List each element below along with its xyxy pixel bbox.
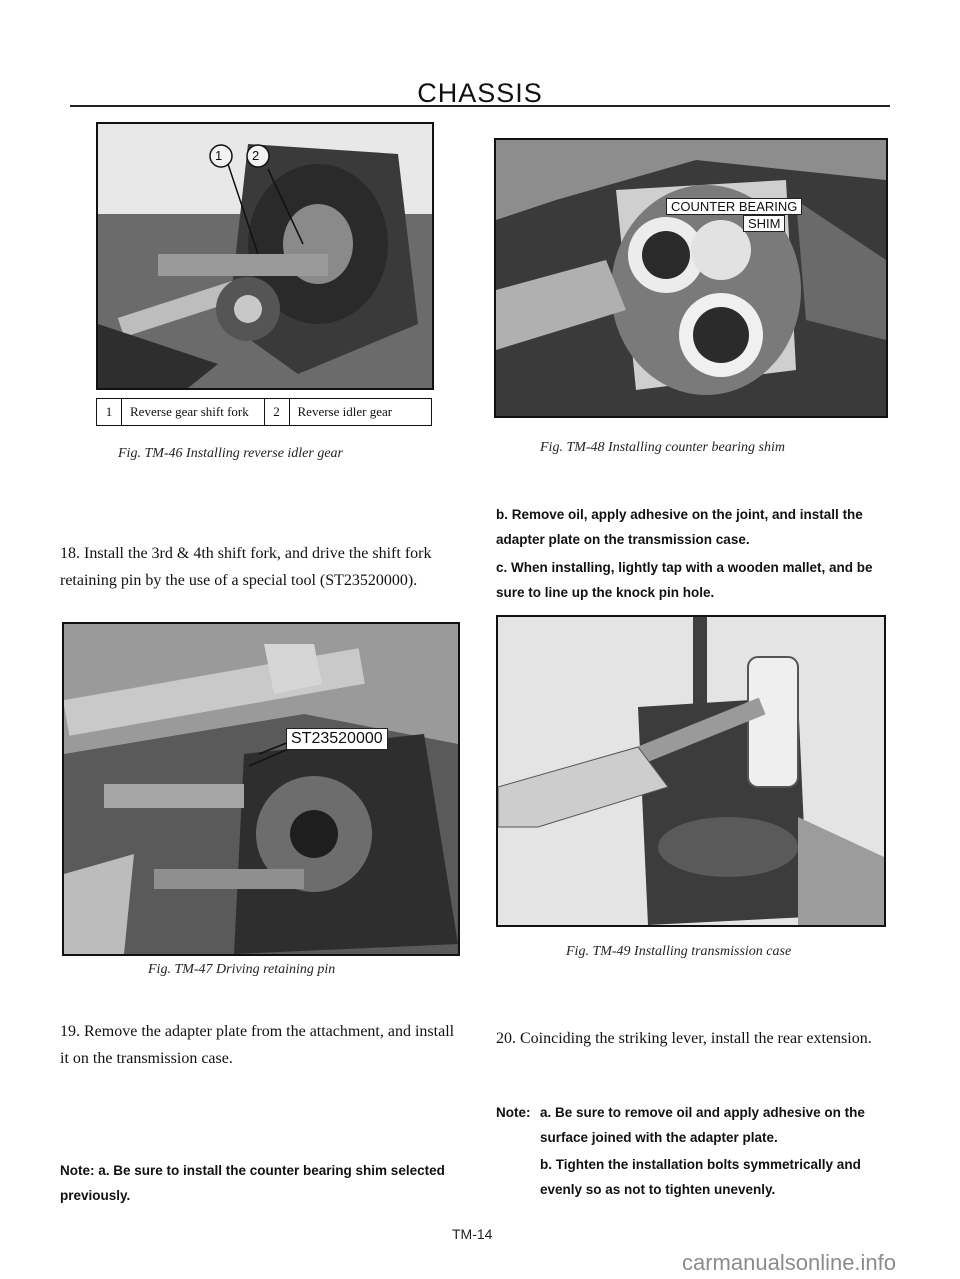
figure-tm46-illustration xyxy=(98,124,432,388)
figure-tm46-caption: Fig. TM-46 Installing reverse idler gear xyxy=(118,446,344,461)
step-c-text: c. When installing, lightly tap with a wooden mallet, and be sure to line up the knock pin hole. xyxy=(496,560,873,600)
legend-number: 1 xyxy=(97,399,122,425)
page-title: CHASSIS xyxy=(417,78,543,108)
note-b-text: b. Tighten the installation bolts symmetrically and evenly so as not to tighten unevenly. xyxy=(540,1157,861,1197)
legend-number: 2 xyxy=(265,399,290,425)
figure-tm47-caption: Fig. TM-47 Driving retaining pin xyxy=(148,962,336,977)
figure-tm48-photo xyxy=(494,138,888,418)
step-18-text: 18. Install the 3rd & 4th shift fork, and drive the shift fork retaining pin by the use of a special tool (ST23520000). xyxy=(60,545,432,589)
figure-tm48-caption: Fig. TM-48 Installing counter bearing shim xyxy=(540,440,785,455)
legend-label: Reverse gear shift fork xyxy=(122,399,265,425)
left-note-text: Note: a. Be sure to install the counter bearing shim selected previously. xyxy=(60,1163,445,1203)
figure-tm49-caption: Fig. TM-49 Installing transmission case xyxy=(566,944,792,959)
figure-tm48-label xyxy=(666,198,802,233)
page-number: TM-14 xyxy=(452,1226,493,1242)
figure-tm48-illustration xyxy=(496,140,886,416)
figure-tm48-label-line1: COUNTER BEARING xyxy=(666,198,802,215)
step-b-text: b. Remove oil, apply adhesive on the joint, and install the adapter plate on the transmission case. xyxy=(496,507,863,547)
figure-tm46-photo xyxy=(96,122,434,390)
legend-label: Reverse idler gear xyxy=(297,404,393,419)
figure-tm47-tool-label: ST23520000 xyxy=(286,728,388,750)
step-19-text: 19. Remove the adapter plate from the attachment, and install it on the transmission case. xyxy=(60,1023,455,1067)
step-20-text: 20. Coinciding the striking lever, install the rear extension. xyxy=(496,1030,872,1047)
note-a-text: a. Be sure to remove oil and apply adhesive on the surface joined with the adapter plate. xyxy=(540,1105,865,1145)
figure-tm47-photo xyxy=(62,622,460,956)
header-rule xyxy=(70,105,890,107)
callout-1: 1 xyxy=(215,148,223,163)
figure-tm47-illustration xyxy=(64,624,458,954)
note-label: Note: xyxy=(496,1105,531,1120)
figure-tm49-photo xyxy=(496,615,886,927)
watermark-text: carmanualsonline.info xyxy=(682,1250,897,1275)
callout-2: 2 xyxy=(252,148,260,163)
figure-tm48-label-line2: SHIM xyxy=(743,215,786,232)
figure-tm49-illustration xyxy=(498,617,884,925)
figure-tm46-legend xyxy=(96,398,432,426)
